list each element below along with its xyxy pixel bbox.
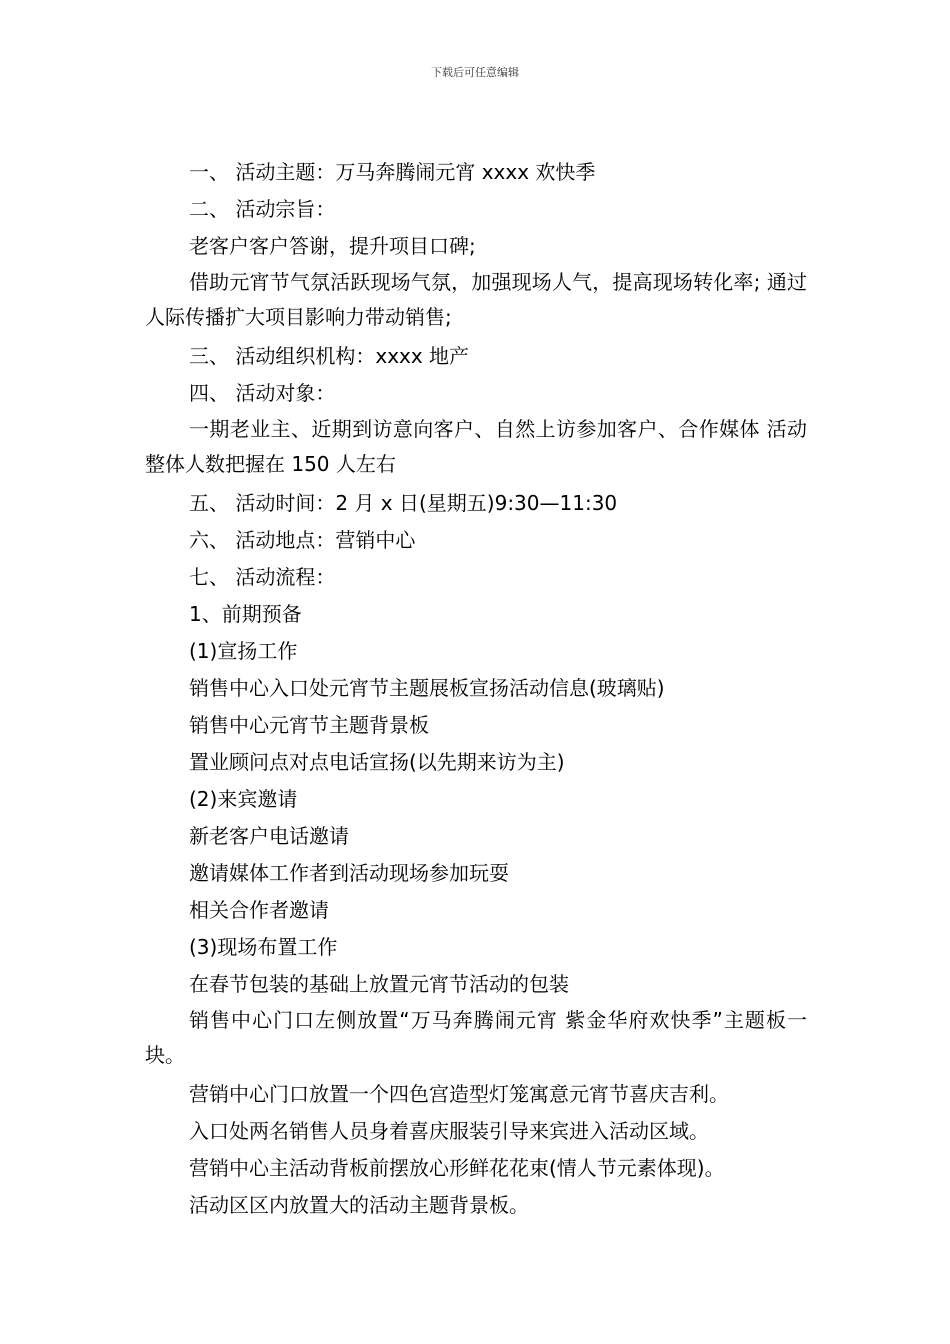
purpose-item-1: 老客户客户答谢，提升项目口碑;	[189, 234, 476, 258]
invitation-item-2: 邀请媒体工作者到活动现场参加玩耍	[189, 861, 509, 885]
site-setup-item-2: 销售中心门口左侧放置“万马奔腾闹元宵 紫金华府欢快季”主题板一块。	[145, 1008, 807, 1067]
publicity-item-3: 置业顾问点对点电话宣扬(以先期来访为主)	[189, 750, 565, 774]
invitation-item-1: 新老客户电话邀请	[189, 824, 349, 848]
invitation-item-3: 相关合作者邀请	[189, 898, 329, 922]
section-4-audience-heading: 四、 活动对象：	[189, 381, 336, 405]
site-setup-item-1: 在春节包装的基础上放置元宵节活动的包装	[189, 972, 569, 996]
publicity-heading: (1)宣扬工作	[189, 639, 298, 663]
process-step-1-heading: 1、前期预备	[189, 602, 302, 626]
site-setup-item-3: 营销中心门口放置一个四色宫造型灯笼寓意元宵节喜庆吉利。	[189, 1082, 729, 1106]
site-setup-item-5: 营销中心主活动背板前摆放心形鲜花花束(情人节元素体现)。	[189, 1156, 725, 1180]
site-setup-item-6: 活动区区内放置大的活动主题背景板。	[189, 1193, 529, 1217]
section-3-organizer: 三、 活动组织机构：xxxx 地产	[189, 344, 470, 368]
page-header: 下载后可任意编辑	[431, 66, 519, 79]
site-setup-heading: (3)现场布置工作	[189, 935, 338, 959]
document-body	[145, 154, 807, 1224]
site-setup-item-4: 入口处两名销售人员身着喜庆服装引导来宾进入活动区域。	[189, 1119, 709, 1143]
section-2-purpose-heading: 二、 活动宗旨：	[189, 197, 336, 221]
publicity-item-1: 销售中心入口处元宵节主题展板宣扬活动信息(玻璃贴)	[189, 676, 665, 700]
invitation-heading: (2)来宾邀请	[189, 787, 298, 811]
audience-description: 一期老业主、近期到访意向客户、自然上访参加客户、合作媒体 活动整体人数把握在 150 人左右	[145, 417, 807, 476]
section-6-location: 六、 活动地点：营销中心	[189, 528, 416, 552]
section-7-process-heading: 七、 活动流程：	[189, 565, 336, 589]
purpose-item-2: 借助元宵节气氛活跃现场气氛，加强现场人气，提高现场转化率; 通过人际传播扩大项目影响力带动销售;	[145, 270, 807, 329]
section-5-time: 五、 活动时间：2 月 x 日(星期五)9:30—11:30	[189, 491, 618, 515]
publicity-item-2: 销售中心元宵节主题背景板	[189, 713, 429, 737]
section-1-theme: 一、 活动主题：万马奔腾闹元宵 xxxx 欢快季	[189, 160, 596, 184]
